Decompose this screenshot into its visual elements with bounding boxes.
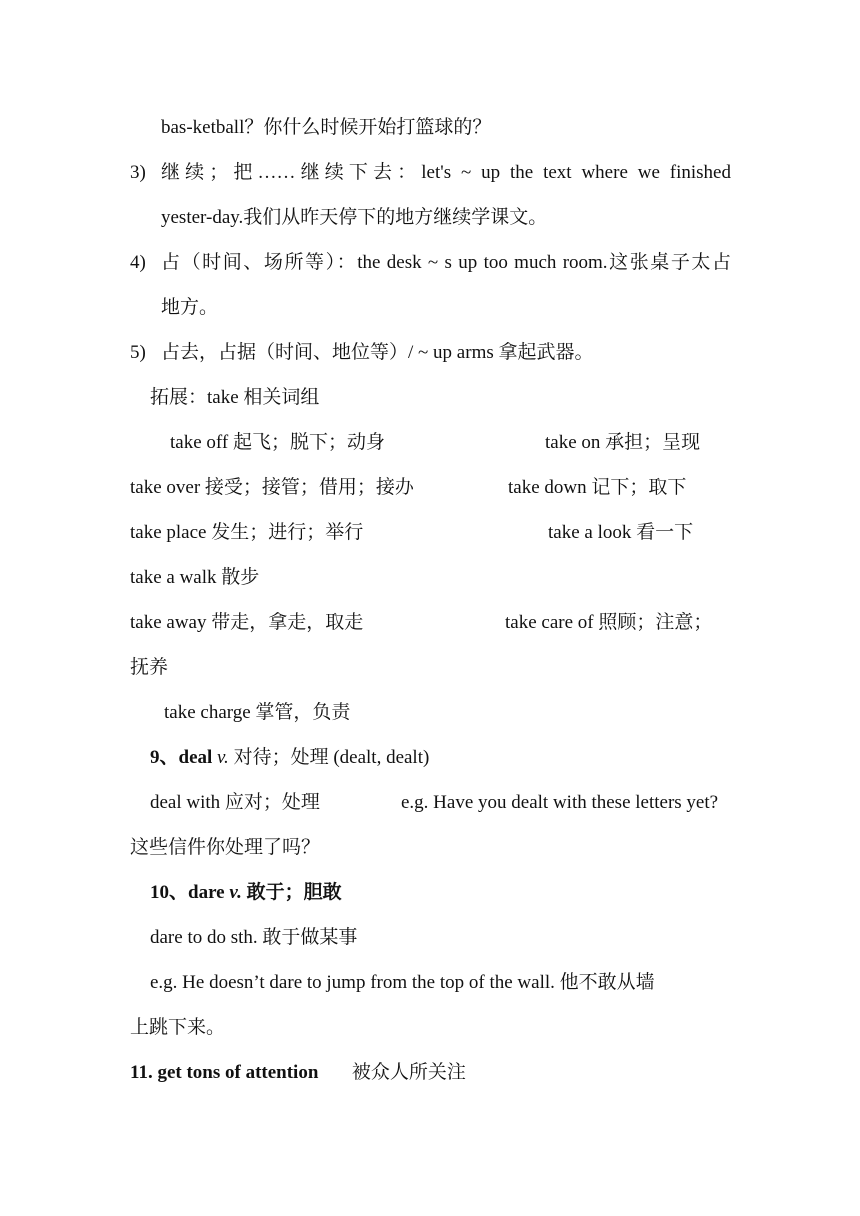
text-line: 地方。 (161, 297, 219, 318)
text-line: 上跳下来。 (130, 1017, 226, 1038)
phrase-entry: take off 起飞；脱下；动身 (170, 432, 385, 453)
text-line: bas-ketball？你什么时候开始打篮球的？ (161, 117, 492, 138)
phrase-entry: take a walk 散步 (130, 567, 260, 588)
phrase-entry: take a look 看一下 (548, 522, 694, 543)
phrase-entry: take on 承担；呈现 (545, 432, 701, 453)
vocab-meaning: 对待；处理 (dealt, dealt) (233, 747, 430, 768)
vocab-meaning: 敢于；胆敢 (246, 882, 342, 903)
phrase-entry: take down 记下；取下 (508, 477, 687, 498)
vocab-heading (150, 881, 342, 905)
text-line: 占（时间、场所等）：the desk ~ s up too much room.这张桌子太占 (161, 252, 731, 273)
part-of-speech: v. (229, 882, 242, 903)
section-heading: 拓展：take 相关词组 (150, 387, 320, 408)
vocab-heading (150, 746, 429, 770)
vocab-word: 10、dare (150, 882, 225, 903)
vocab-word: 9、deal (150, 747, 213, 768)
phrase-entry: take care of 照顾；注意； (505, 612, 713, 633)
text-line: 抚养 (130, 657, 169, 678)
phrase-entry: dare to do sth. 敢于做某事 (150, 927, 358, 948)
vocab-heading (130, 1061, 466, 1085)
list-number: 3) (130, 162, 146, 183)
example-sentence: e.g. Have you dealt with these letters yet? (401, 792, 719, 813)
part-of-speech: v. (217, 747, 229, 768)
vocab-meaning: 被众人所关注 (351, 1062, 466, 1083)
phrase-entry: take place 发生；进行；举行 (130, 522, 364, 543)
vocab-word: 11. get tons of attention (130, 1062, 319, 1083)
list-number: 4) (130, 252, 146, 273)
text-line: 占去，占据（时间、地位等）/ ~ up arms 拿起武器。 (161, 342, 594, 363)
text-line: 继续；把……继续下去：let's ~ up the text where we finished (161, 162, 731, 183)
phrase-entry: deal with 应对；处理 (150, 792, 320, 813)
text-line: 这些信件你处理了吗？ (130, 837, 321, 858)
text-line: yester-day.我们从昨天停下的地方继续学课文。 (161, 207, 548, 228)
list-number: 5) (130, 342, 146, 363)
example-sentence: e.g. He doesn’t dare to jump from the top of the wall. 他不敢从墙 (150, 972, 655, 993)
phrase-entry: take charge 掌管，负责 (164, 702, 351, 723)
phrase-entry: take away 带走，拿走，取走 (130, 612, 364, 633)
phrase-entry: take over 接受；接管；借用；接办 (130, 477, 414, 498)
